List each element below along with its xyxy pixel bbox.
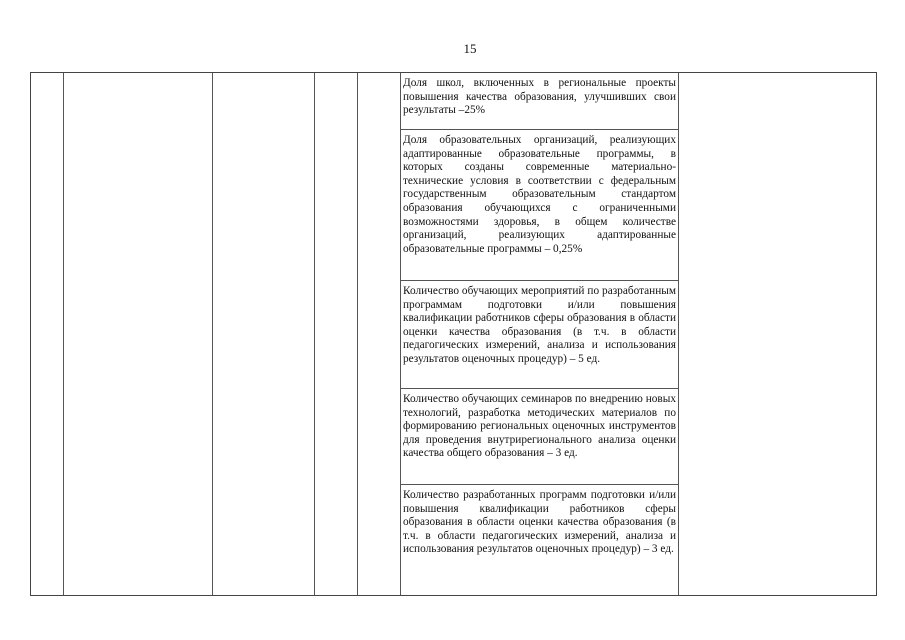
indicator-cell: Доля образовательных организаций, реализующих адаптированные образовательные программы, в которых созданы современные материально- технические условия в соответствии с федеральным государственным образовательным стандартом образования обучающихся с ограниченными возможностями здоровья, в общем количестве организаций, реализующих адаптированные образовательные программы – 0,25%: [401, 130, 679, 281]
column-divider: [63, 73, 64, 595]
column-divider: [212, 73, 213, 595]
indicator-cell: Количество разработанных программ подготовки и/или повышения квалификации работников сферы образования в области оценки качества образования (в т.ч. в области педагогических измерений, анализа и использования результатов оценочных процедур) – 3 ед.: [403, 489, 676, 556]
indicator-column: [401, 73, 679, 595]
indicator-cell: Количество обучающих мероприятий по разработанным программам подготовки и/или повышения квалификации работников сферы образования в области оценки качества образования (в т.ч. в области педагогических измерений, анализа и использования результатов оценочных процедур) – 5 ед.: [401, 281, 679, 389]
page-number: 15: [463, 41, 477, 56]
column-divider: [357, 73, 358, 595]
column-divider: [314, 73, 315, 595]
indicator-cell: Доля школ, включенных в региональные проекты повышения качества образования, улучшивших свои результаты –25%: [401, 73, 679, 130]
indicator-cell: Количество обучающих семинаров по внедрению новых технологий, разработка методических материалов по формированию региональных оценочных инструментов для проведения внутрирегионального анализа оценки качества общего образования – 3 ед.: [401, 389, 679, 485]
indicators-table: [30, 72, 877, 596]
